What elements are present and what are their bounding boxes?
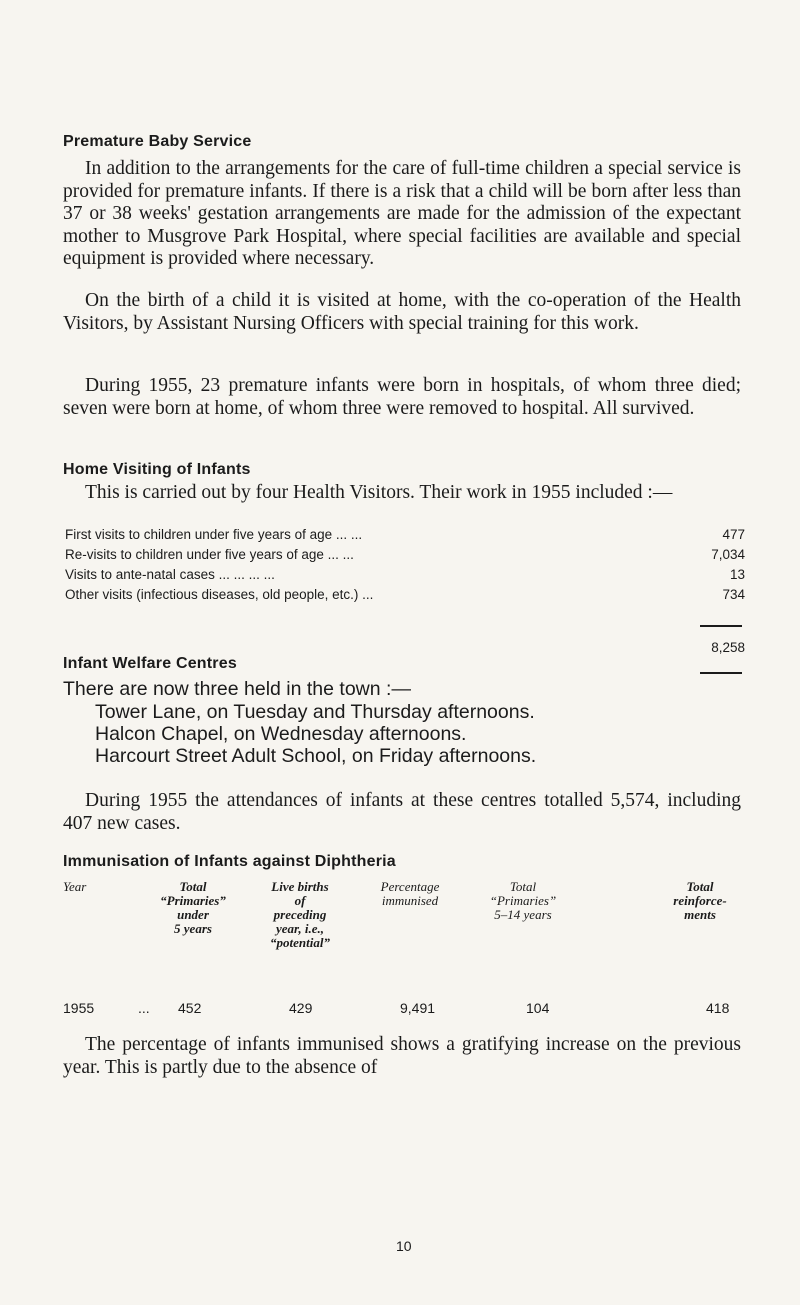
centres-list: [95, 701, 536, 767]
centre-item: Halcon Chapel, on Wednesday afternoons.: [95, 723, 467, 745]
premature-paragraph-1: In addition to the arrangements for the care of full-time children a special service is provided for premature infants. If there is a risk that a child will be born after less than 37 or 38 weeks' gestation arrangements are made for the admission of the expectant mother to Musgrove Park Hospital, where special facilities are available and special equipment is provided where necessary.: [63, 158, 741, 269]
welfare-intro: There are now three held in the town :—: [63, 678, 411, 700]
closing-paragraph: The percentage of infants immunised shows a gratifying increase on the previous year. This is partly due to the absence of: [63, 1034, 741, 1078]
premature-paragraph-2: On the birth of a child it is visited at home, with the co-operation of the Health Visitors, by Assistant Nursing Officers with special training for this work.: [63, 290, 741, 334]
visits-total: 8,258: [711, 640, 745, 655]
home-visiting-heading: Home Visiting of Infants: [63, 461, 251, 478]
visit-label: Re-visits to children under five years of age ... ...: [65, 547, 354, 562]
col-header-percentage: Percentage immunised: [380, 879, 440, 908]
col-header-primaries-5-14: Total “Primaries” 5–14 years: [489, 879, 557, 922]
centre-item: Tower Lane, on Tuesday and Thursday afternoons.: [95, 701, 535, 723]
col-header-reinforcements: Total reinforce- ments: [673, 879, 727, 922]
list-item: [65, 547, 745, 567]
row-total-primaries: 452: [178, 1000, 202, 1016]
premature-paragraph-3: During 1955, 23 premature infants were born in hospitals, of whom three died; seven were born at home, of whom three were removed to hospital. All survived.: [63, 375, 741, 419]
premature-baby-heading: Premature Baby Service: [63, 133, 252, 150]
visit-label: Visits to ante-natal cases ... ... ... ...: [65, 567, 275, 582]
page-number: 10: [396, 1238, 412, 1254]
row-primaries-5-14: 104: [526, 1000, 550, 1016]
home-visits-list: [65, 527, 745, 607]
attendance-paragraph: During 1955 the attendances of infants at these centres totalled 5,574, including 407 new cases.: [63, 790, 741, 834]
row-year: 1955: [63, 1000, 95, 1016]
visit-count: 7,034: [711, 547, 745, 562]
home-visiting-intro: This is carried out by four Health Visitors. Their work in 1955 included :—: [85, 482, 673, 503]
col-header-total-primaries: Total “Primaries” under 5 years: [160, 879, 226, 936]
total-rule-bottom: [700, 672, 742, 674]
welfare-centres-heading: Infant Welfare Centres: [63, 655, 237, 672]
visit-count: 477: [722, 527, 745, 542]
visit-count: 13: [729, 567, 745, 582]
visit-count: 734: [722, 587, 745, 602]
row-reinforcements: 418: [706, 1000, 730, 1016]
immunisation-heading: Immunisation of Infants against Diphtheria: [63, 853, 396, 870]
list-item: [65, 587, 745, 607]
centre-item: Harcourt Street Adult School, on Friday afternoons.: [95, 745, 537, 767]
list-item: [65, 567, 745, 587]
total-rule-top: [700, 625, 742, 627]
col-header-live-births: Live births of preceding year, i.e., “potential”: [270, 879, 330, 950]
visit-label: Other visits (infectious diseases, old people, etc.) ...: [65, 587, 374, 602]
list-item: [65, 527, 745, 547]
row-live-births: 429: [289, 1000, 313, 1016]
row-percentage: 9,491: [400, 1000, 436, 1016]
visit-label: First visits to children under five years of age ... ...: [65, 527, 363, 542]
row-dots: ...: [138, 1000, 150, 1016]
col-header-year: Year: [63, 879, 87, 894]
